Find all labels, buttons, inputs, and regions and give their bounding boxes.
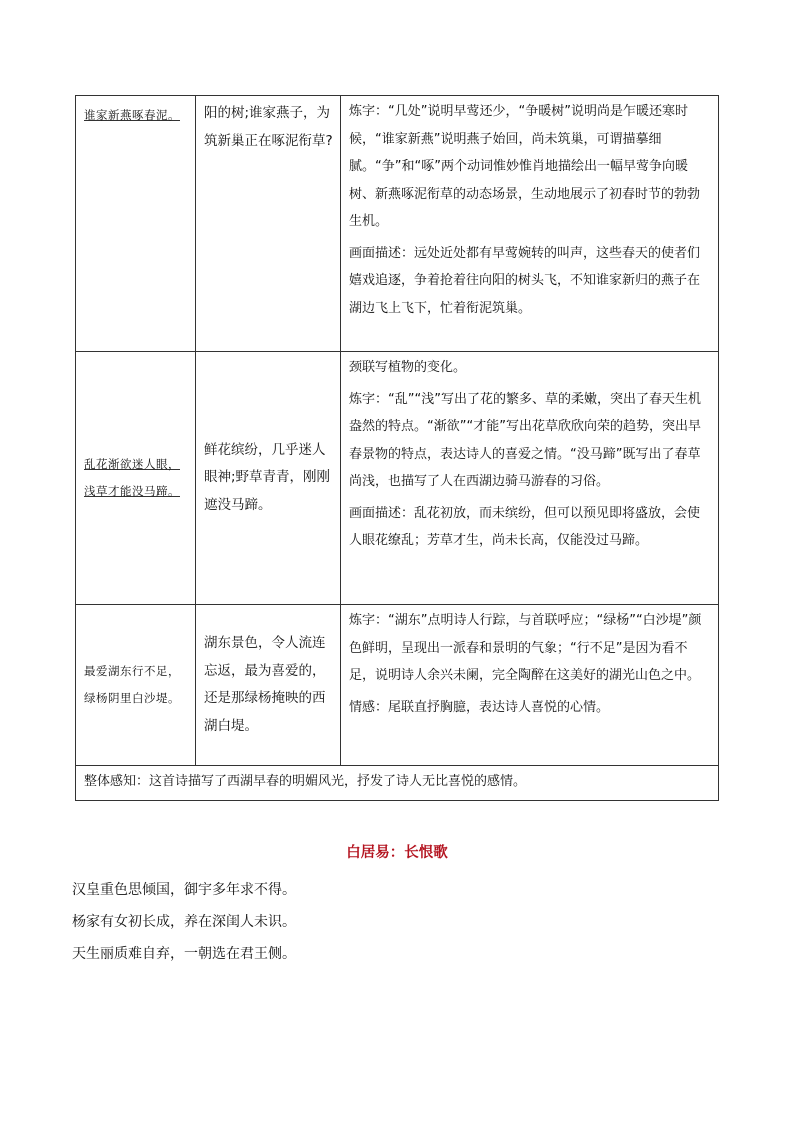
translation-cell: 鲜花缤纷，几乎迷人眼神;野草青青，刚刚遮没马蹄。 [196, 352, 341, 605]
summary-row [76, 766, 719, 801]
original-verse-cell [76, 352, 196, 605]
note-paragraph: 炼字：“乱”“浅”写出了花的繁多、草的柔嫩，突出了春天生机盎然的特点。“渐欲”“才能”写出花草欣欣向荣的趋势，突出早春景物的特点，表达诗人的喜爱之情。“没马蹄”既写出了春草尚浅，也描写了人在西湖边骑马游春的习俗。 [349, 391, 701, 489]
note-paragraph: 画面描述：乱花初放，而未缤纷，但可以预见即将盛放，会使人眼花缭乱；芳草才生，尚未长高，仅能没过马蹄。 [349, 505, 701, 548]
poem-verse: 杨家有女初长成，养在深闺人未识。 [72, 914, 296, 930]
verse-line: 浅草才能没马蹄。 [84, 484, 180, 498]
notes-cell [341, 352, 719, 605]
poem-verse: 天生丽质难自弃，一朝选在君王侧。 [72, 946, 296, 962]
notes-cell [341, 605, 719, 766]
verse-line: 绿杨阴里白沙堤。 [84, 691, 180, 705]
note-paragraph: 炼字：“湖东”点明诗人行踪，与首联呼应；“绿杨”“白沙堤”颜色鲜明，呈现出一派春和景明的气象；“行不足”是因为看不足，说明诗人余兴未阑，完全陶醉在这美好的湖光山色之中。 [349, 613, 702, 683]
notes-cell [341, 96, 719, 352]
poem-analysis-table [75, 95, 719, 801]
original-verse-cell [76, 96, 196, 352]
verse-line: 乱花渐欲迷人眼， [84, 456, 180, 471]
original-verse-cell [76, 605, 196, 766]
verse-line: 最爱湖东行不足， [84, 663, 180, 678]
poem-verse: 汉皇重色思倾国，御宇多年求不得。 [72, 882, 296, 898]
verse-line: 谁家新燕啄春泥。 [84, 108, 180, 122]
note-paragraph: 情感：尾联直抒胸臆，表达诗人喜悦的心情。 [349, 699, 610, 715]
note-paragraph: 炼字：“几处”说明早莺还少，“争暖树”说明尚是乍暖还寒时候，“谁家新燕”说明燕子始回，尚未筑巢，可谓描摹细腻。“争”和“啄”两个动词惟妙惟肖地描绘出一幅早莺争向暖树、新燕啄泥衔草的动态场景，生动地展示了初春时节的勃勃生机。 [349, 104, 701, 229]
summary-cell: 整体感知：这首诗描写了西湖早春的明媚风光，抒发了诗人无比喜悦的感情。 [76, 766, 719, 801]
table-row [76, 352, 719, 605]
table-row [76, 96, 719, 352]
note-paragraph: 画面描述：远处近处都有早莺婉转的叫声，这些春天的使者们嬉戏追逐，争着抢着往向阳的树头飞，不知谁家新归的燕子在湖边飞上飞下，忙着衔泥筑巢。 [349, 245, 701, 316]
table-row [76, 605, 719, 766]
translation-cell: 湖东景色，令人流连忘返，最为喜爱的，还是那绿杨掩映的西湖白堤。 [196, 605, 341, 766]
section-title: 白居易：长恨歌 [346, 845, 448, 861]
note-paragraph: 颈联写植物的变化。 [349, 360, 467, 375]
translation-cell: 阳的树;谁家燕子，为筑新巢正在啄泥衔草? [196, 96, 341, 352]
